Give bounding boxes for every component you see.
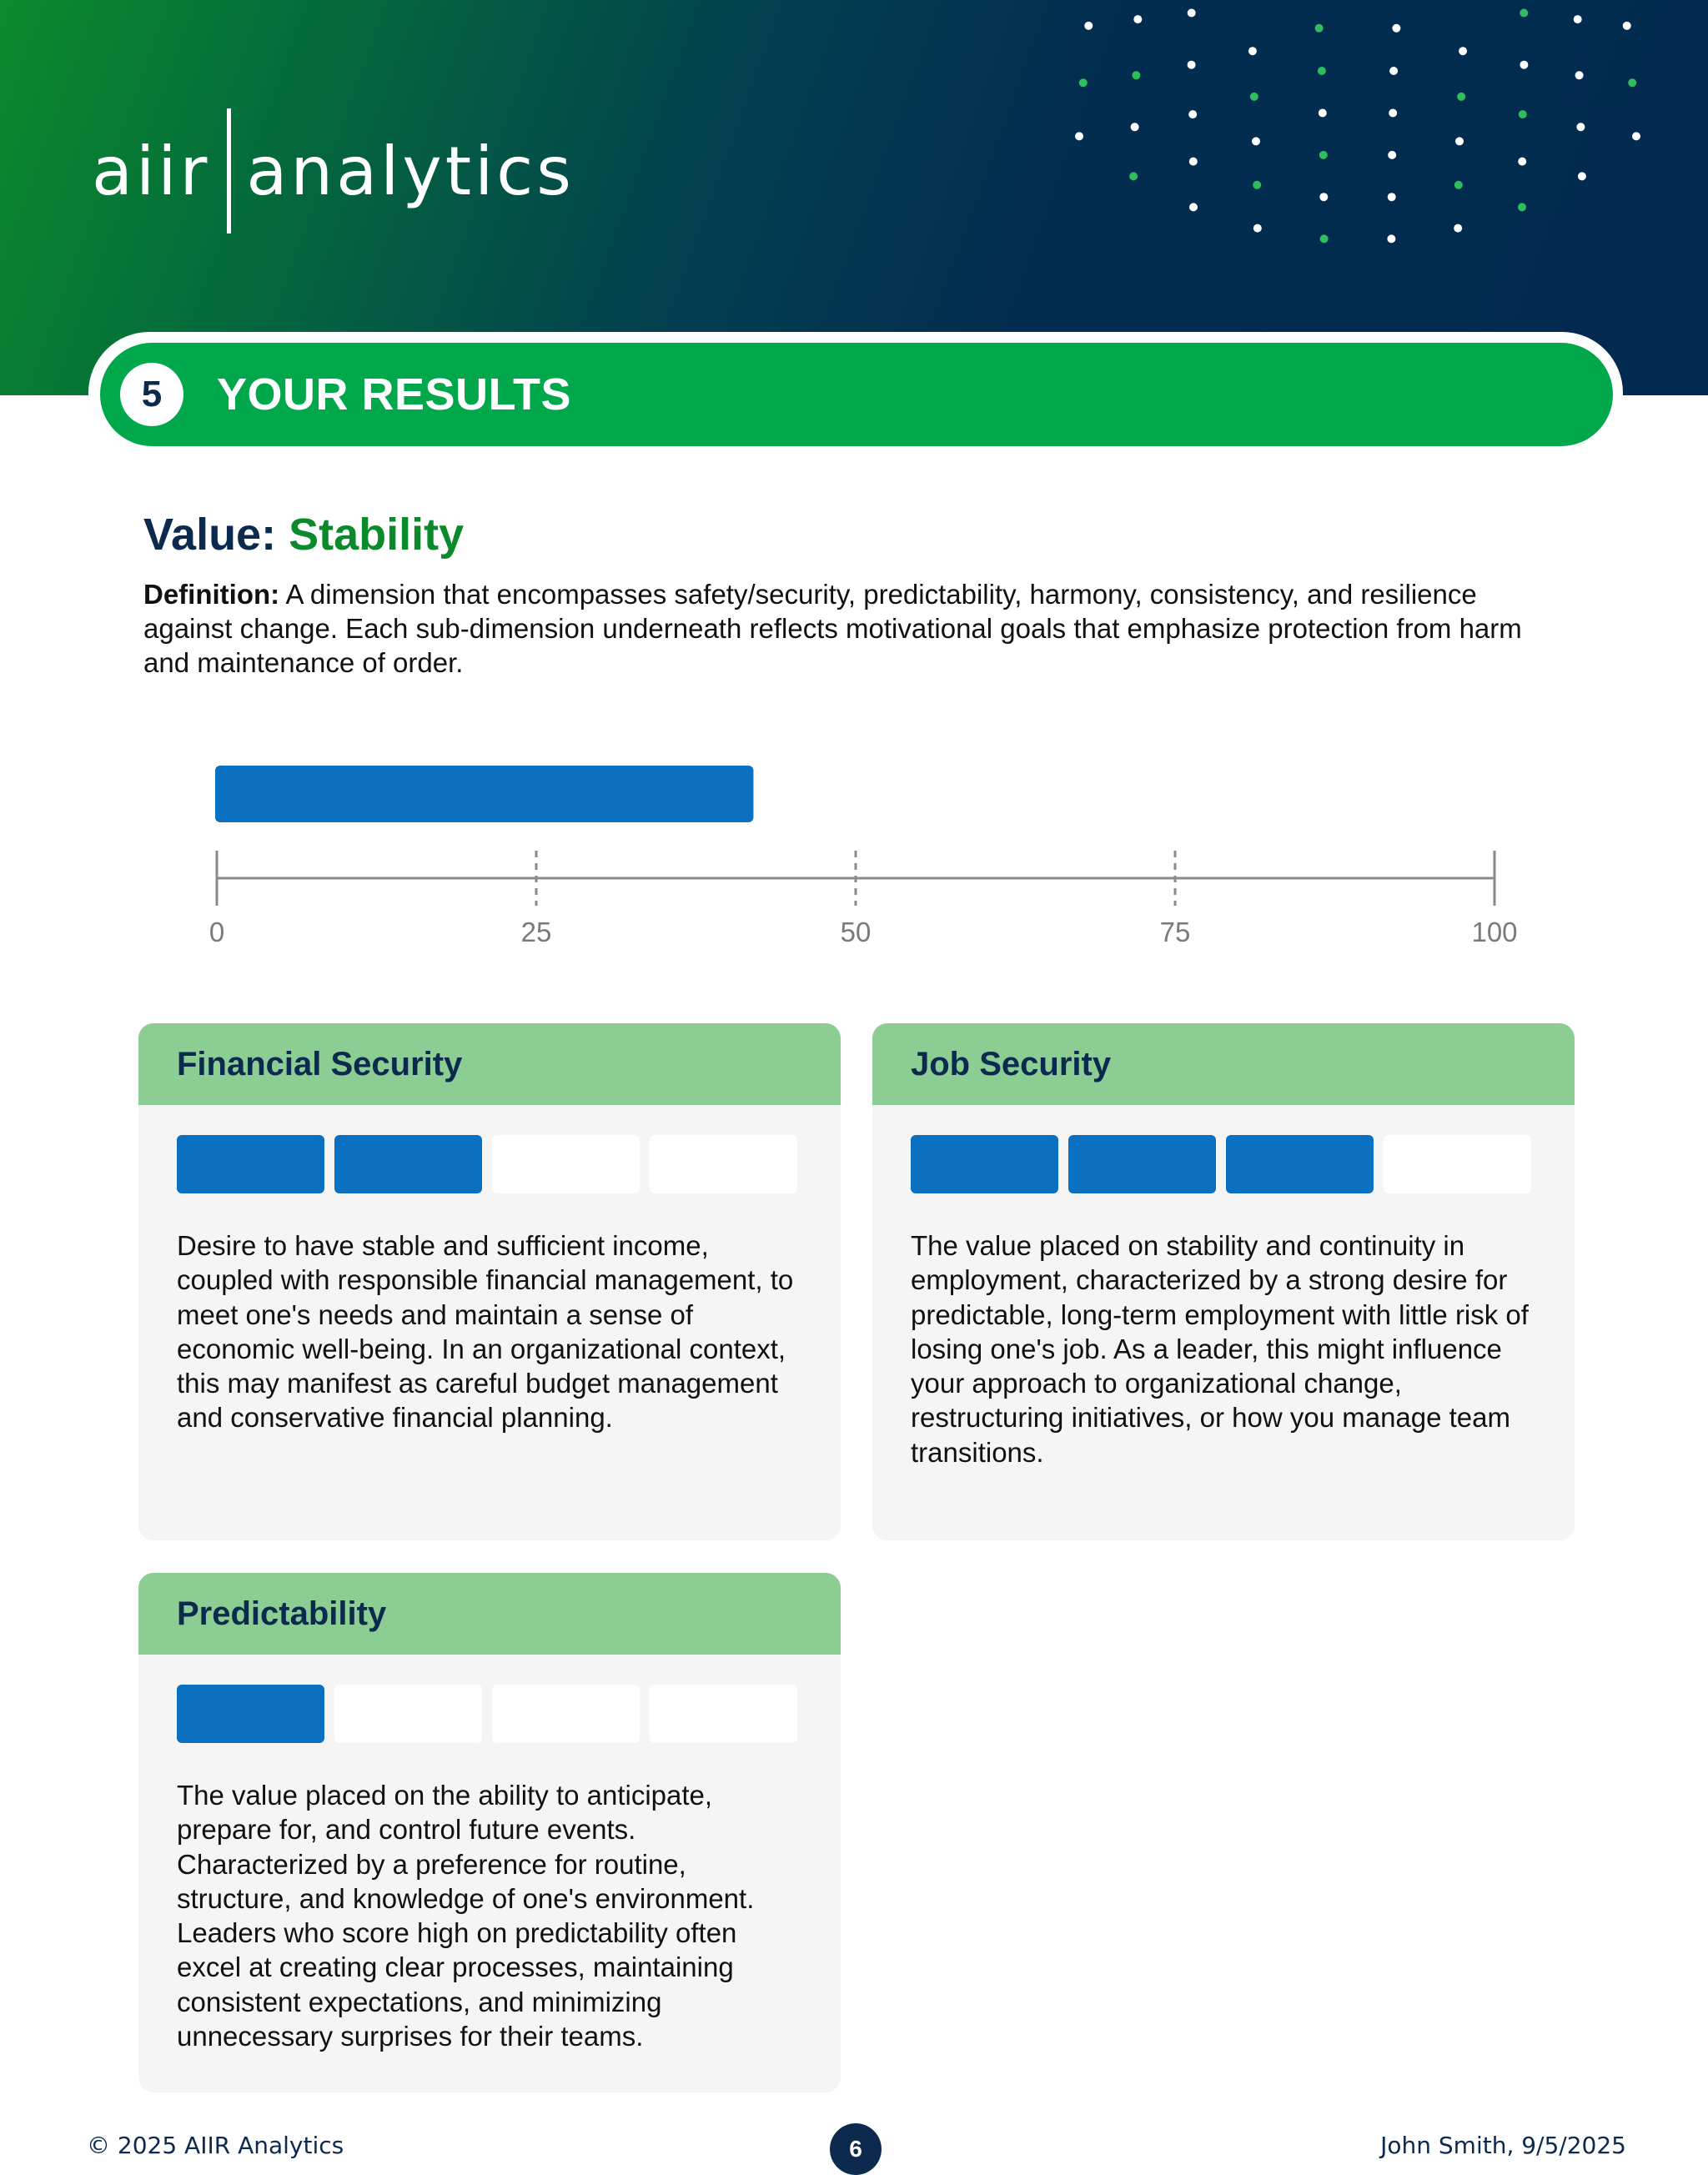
decorative-dot [1252,137,1260,145]
subdimension-card [872,1023,1575,1540]
decorative-dot [1455,137,1464,145]
value-definition [143,577,1545,680]
score-segment-empty [650,1685,797,1743]
score-segment-empty [492,1685,640,1743]
decorative-dot [1084,22,1093,30]
score-segment-filled [334,1135,482,1193]
card-description: The value placed on the ability to anticipate, prepare for, and control future events. Characterized by a preference for routine, structure, and knowledge of one's environment. Leaders who score high on predictability often excel at creating clear processes, maintaining consistent expectations, and minimizing unnecessary surprises for their teams. [177,1780,755,2052]
decorative-dot [1131,123,1139,131]
score-segment-empty [1384,1135,1531,1193]
definition-label: Definition: [143,579,280,610]
score-meter [911,1135,1575,1193]
x-tick-label: 75 [1159,917,1191,947]
section-number-badge: 5 [120,363,183,426]
decorative-dot [1454,181,1463,189]
score-bar [215,766,753,822]
logo-divider [227,108,231,234]
decorative-dot [1320,234,1329,243]
decorative-dot [1250,93,1258,101]
footer-author-date: John Smith, 9/5/2025 [1380,2132,1626,2159]
value-prefix: Value: [143,510,277,560]
card-description: The value placed on stability and continuity in employment, characterized by a strong desire for predictable, long-term employment with little risk of losing one's job. As a leader, this might influence your approach to organizational change, restructuring initiatives, or how you manage team transitions. [911,1230,1529,1468]
decorative-dot [1388,151,1396,159]
decorative-dot [1389,67,1398,75]
stability-score-chart [192,751,1568,967]
decorative-dot [1253,224,1262,233]
decorative-dot [1319,193,1328,201]
footer-copyright: © 2025 AIIR Analytics [87,2132,344,2159]
decorative-dot [1578,172,1586,180]
decorative-dot [1520,61,1528,69]
score-meter [177,1135,841,1193]
section-title: YOUR RESULTS [217,369,572,419]
decorative-dot [1632,132,1640,140]
score-segment-filled [1068,1135,1216,1193]
decorative-dot [1392,24,1400,33]
score-segment-filled [911,1135,1058,1193]
section-header [100,343,1613,446]
decorative-dot [1075,132,1083,140]
value-heading [143,509,464,560]
decorative-dot [1132,71,1140,79]
decorative-dot [1133,15,1142,23]
card-title: Job Security [872,1023,1575,1105]
decorative-dot [1079,78,1088,87]
x-tick-label: 0 [208,917,225,947]
score-meter [177,1685,841,1743]
x-tick-label: 25 [520,917,552,947]
definition-text: A dimension that encompasses safety/security, predictability, harmony, consistency, and resilience against change. Each sub-dimension underneath reflects motivational goals that emphasize protection from harm and maintenance of order. [143,579,1522,678]
decorative-dot [1520,9,1528,18]
decorative-dot [1576,123,1585,131]
score-segment-filled [1226,1135,1374,1193]
decorative-dot [1575,71,1584,79]
decorative-dot [1623,22,1631,30]
decorative-dot [1129,172,1138,180]
score-segment-empty [492,1135,640,1193]
card-description: Desire to have stable and sufficient income, coupled with responsible financial management, to meet one's needs and maintain a sense of economic well-being. In an organizational context, this may manifest as careful budget management and conservative financial planning. [177,1230,794,1434]
logo-text-analytics: analytics [246,132,575,210]
decorative-dot [1315,24,1324,33]
decorative-dot [1388,193,1396,201]
decorative-dot [1457,93,1465,101]
card-title: Predictability [138,1573,841,1655]
decorative-dot [1188,110,1197,118]
subdimension-card [138,1573,841,2092]
score-segment-empty [650,1135,797,1193]
score-segment-filled [177,1685,324,1743]
decorative-dot [1319,109,1327,118]
decorative-dot [1387,234,1395,243]
logo-text-aiir: aiir [92,132,211,210]
page-number: 6 [830,2123,882,2175]
decorative-dot [1519,110,1527,118]
decorative-dot [1459,47,1467,55]
decorative-dot [1518,158,1526,166]
decorative-dot [1189,158,1198,166]
decorative-dot [1248,47,1257,55]
value-name: Stability [289,510,465,560]
score-segment-empty [334,1685,482,1743]
decorative-dot [1189,203,1198,211]
decorative-dot [1389,109,1397,118]
decorative-dot [1574,15,1582,23]
subdimension-card [138,1023,841,1540]
decorative-dot [1253,181,1261,189]
aiir-analytics-logo [92,108,575,234]
score-segment-filled [177,1135,324,1193]
decorative-dot [1188,61,1196,69]
decorative-dot [1318,67,1326,75]
decorative-dot [1518,203,1526,211]
card-title: Financial Security [138,1023,841,1105]
decorative-dot [1454,224,1462,233]
decorative-dot [1319,151,1328,159]
x-tick-label: 50 [840,917,872,947]
decorative-dot [1628,78,1636,87]
decorative-dot [1188,9,1196,18]
x-tick-label: 100 [1471,917,1518,947]
